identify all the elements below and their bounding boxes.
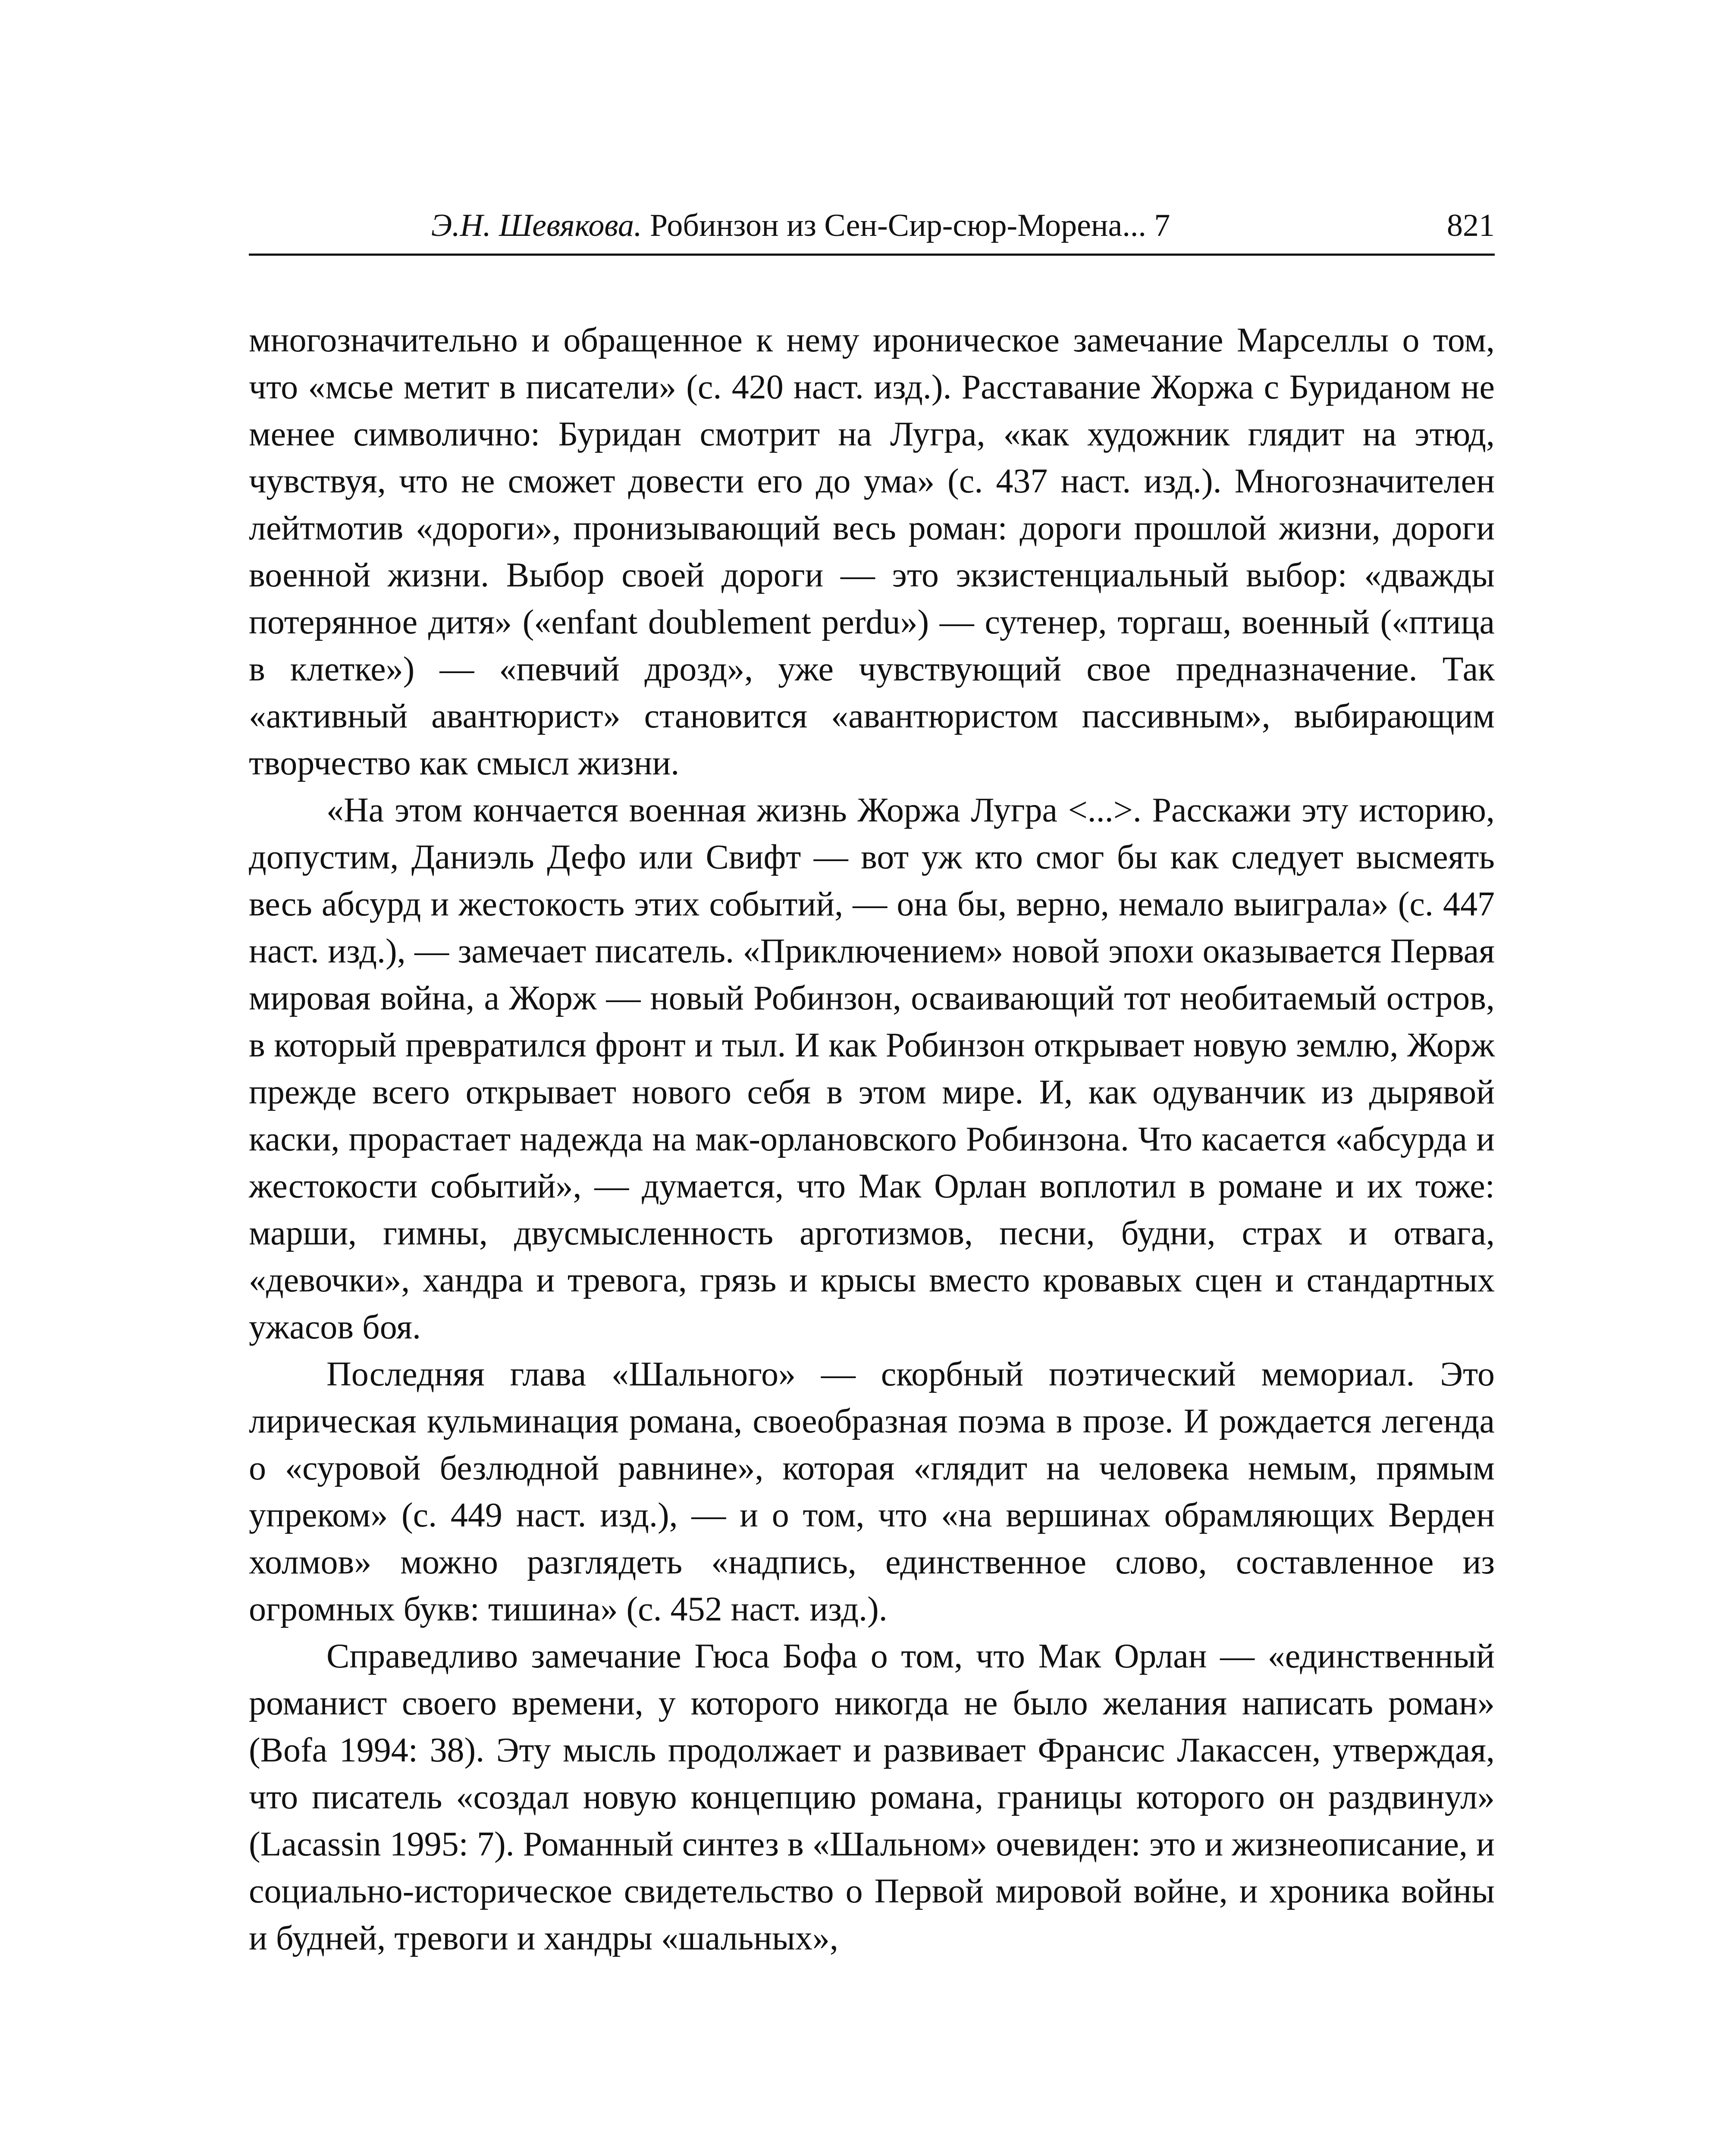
paragraph: Справедливо замечание Гюса Бофа о том, что Мак Орлан — «единственный романист своего времени, у которого никогда не было желания написать роман» (Bofa 1994: 38). Эту мысль продолжает и развивает Франсис Лакассен, утверждая, что писатель «создал новую концепцию романа, границы которого он раздвинул» (Lacassin 1995: 7). Романный синтез в «Шальном» очевиден: это и жизнеописание, и социально-историческое свидетельство о Первой мировой войне, и хроника войны и будней, тревоги и хандры «шальных», (249, 1637, 1495, 1957)
body-text (249, 317, 1495, 1962)
running-title-text: Робинзон из Сен-Сир-сюр-Морена... 7 (642, 208, 1170, 243)
running-title (249, 204, 1352, 247)
paragraph-continued: многозначительно и обращенное к нему ироническое замечание Марселлы о том, что «мсье метит в писатели» (с. 420 наст. изд.). Расставание Жоржа с Буриданом не менее символично: Буридан смотрит на Лугра, «как художник глядит на этюд, чувствуя, что не сможет довести его до ума» (с. 437 наст. изд.). Многозначителен лейтмотив «дороги», пронизывающий весь роман: дороги прошлой жизни, дороги военной жизни. Выбор своей дороги — это экзистенциальный выбор: «дважды потерянное дитя» («enfant doublement perdu») — сутенер, торгаш, военный («птица в клетке») — «певчий дрозд», уже чувствующий свое предназначение. Так «активный авантюрист» становится «авантюристом пассивным», выбирающим творчество как смысл жизни. (249, 321, 1495, 782)
paragraph: «На этом кончается военная жизнь Жоржа Лугра <...>. Расскажи эту историю, допустим, Даниэль Дефо или Свифт — вот уж кто смог бы как следует высмеять весь абсурд и жестокость этих событий, — она бы, верно, немало выиграла» (с. 447 наст. изд.), — замечает писатель. «Приключением» новой эпохи оказывается Первая мировая война, а Жорж — новый Робинзон, осваивающий тот необитаемый остров, в который превратился фронт и тыл. И как Робинзон открывает новую землю, Жорж прежде всего открывает нового себя в этом мире. И, как одуванчик из дырявой каски, прорастает надежда на мак-орлановского Робинзона. Что касается «абсурда и жестокости событий», — думается, что Мак Орлан воплотил в романе и их тоже: марши, гимны, двусмысленность арготизмов, песни, будни, страх и отвага, «девочки», хандра и тревога, грязь и крысы вместо кровавых сцен и стандартных ужасов боя. (249, 791, 1495, 1346)
paragraph: Последняя глава «Шального» — скорбный поэтический мемориал. Это лирическая кульминация романа, своеобразная поэма в прозе. И рождается легенда о «суровой безлюдной равнине», которая «глядит на человека немым, прямым упреком» (с. 449 наст. изд.), — и о том, что «на вершинах обрамляющих Верден холмов» можно разглядеть «надпись, единственное слово, составленное из огромных букв: тишина» (с. 452 наст. изд.). (249, 1355, 1495, 1628)
running-author: Э.Н. Шевякова. (431, 208, 642, 243)
running-header (249, 196, 1495, 257)
page-number: 821 (1447, 208, 1495, 243)
header-rule (249, 254, 1495, 256)
